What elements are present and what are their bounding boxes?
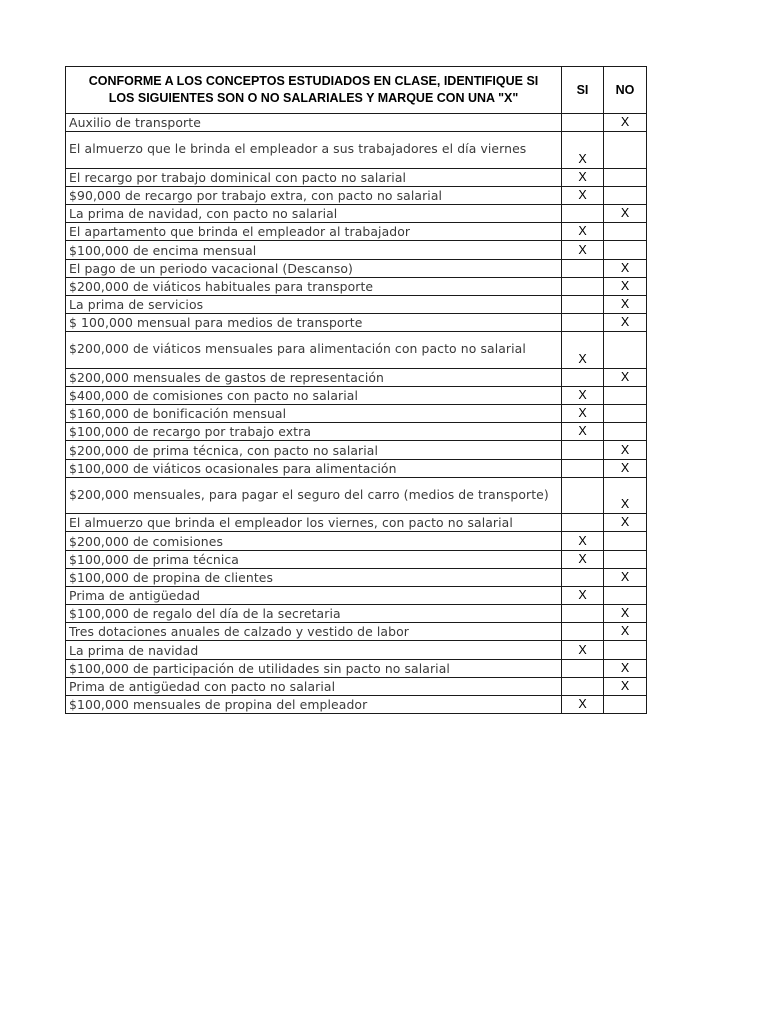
concept-cell: $100,000 de recargo por trabajo extra	[66, 423, 562, 441]
si-mark-cell[interactable]	[562, 659, 604, 677]
no-mark-cell[interactable]	[604, 386, 647, 404]
concept-cell: Prima de antigüedad	[66, 586, 562, 604]
table-row	[66, 641, 647, 659]
table-row	[66, 605, 647, 623]
table-row	[66, 223, 647, 241]
no-mark-cell[interactable]: X	[604, 514, 647, 532]
si-mark-cell[interactable]	[562, 568, 604, 586]
concept-cell: La prima de navidad, con pacto no salarial	[66, 204, 562, 222]
no-mark-cell[interactable]: X	[604, 459, 647, 477]
concept-cell: $100,000 de propina de clientes	[66, 568, 562, 586]
si-mark-cell[interactable]: X	[562, 241, 604, 259]
concept-cell: $200,000 de viáticos mensuales para alimentación con pacto no salarial	[66, 332, 562, 368]
si-mark-cell[interactable]: X	[562, 186, 604, 204]
concept-cell: Auxilio de transporte	[66, 114, 562, 132]
table-row	[66, 186, 647, 204]
table-body	[66, 114, 647, 714]
header-no: NO	[604, 67, 647, 114]
table-row	[66, 659, 647, 677]
header-row	[66, 67, 647, 114]
si-mark-cell[interactable]: X	[562, 586, 604, 604]
no-mark-cell[interactable]	[604, 405, 647, 423]
table-row	[66, 696, 647, 714]
si-mark-cell[interactable]	[562, 623, 604, 641]
no-mark-cell[interactable]	[604, 186, 647, 204]
no-mark-cell[interactable]: X	[604, 114, 647, 132]
si-mark-cell[interactable]	[562, 314, 604, 332]
si-mark-cell[interactable]	[562, 459, 604, 477]
table-row	[66, 477, 647, 513]
no-mark-cell[interactable]	[604, 696, 647, 714]
no-mark-cell[interactable]: X	[604, 605, 647, 623]
table-row	[66, 114, 647, 132]
worksheet	[65, 66, 646, 714]
concept-cell: El pago de un periodo vacacional (Descanso)	[66, 259, 562, 277]
table-row	[66, 586, 647, 604]
table-row	[66, 532, 647, 550]
concept-cell: $100,000 de participación de utilidades sin pacto no salarial	[66, 659, 562, 677]
si-mark-cell[interactable]: X	[562, 168, 604, 186]
si-mark-cell[interactable]: X	[562, 532, 604, 550]
no-mark-cell[interactable]	[604, 550, 647, 568]
table-row	[66, 204, 647, 222]
table-row	[66, 623, 647, 641]
si-mark-cell[interactable]	[562, 114, 604, 132]
si-mark-cell[interactable]	[562, 514, 604, 532]
concept-cell: $100,000 mensuales de propina del empleador	[66, 696, 562, 714]
concept-cell: $400,000 de comisiones con pacto no salarial	[66, 386, 562, 404]
no-mark-cell[interactable]: X	[604, 295, 647, 313]
concept-cell: $200,000 de prima técnica, con pacto no salarial	[66, 441, 562, 459]
no-mark-cell[interactable]	[604, 168, 647, 186]
no-mark-cell[interactable]	[604, 641, 647, 659]
table-row	[66, 405, 647, 423]
concept-cell: $100,000 de prima técnica	[66, 550, 562, 568]
si-mark-cell[interactable]: X	[562, 696, 604, 714]
concept-cell: El almuerzo que brinda el empleador los viernes, con pacto no salarial	[66, 514, 562, 532]
concept-cell: Tres dotaciones anuales de calzado y vestido de labor	[66, 623, 562, 641]
si-mark-cell[interactable]	[562, 441, 604, 459]
no-mark-cell[interactable]: X	[604, 259, 647, 277]
si-mark-cell[interactable]: X	[562, 223, 604, 241]
no-mark-cell[interactable]: X	[604, 659, 647, 677]
table-row	[66, 441, 647, 459]
no-mark-cell[interactable]: X	[604, 677, 647, 695]
concept-cell: $200,000 mensuales de gastos de representación	[66, 368, 562, 386]
no-mark-cell[interactable]	[604, 423, 647, 441]
si-mark-cell[interactable]	[562, 295, 604, 313]
table-row	[66, 423, 647, 441]
table-row	[66, 677, 647, 695]
concept-cell: $200,000 de comisiones	[66, 532, 562, 550]
table-row	[66, 259, 647, 277]
no-mark-cell[interactable]: X	[604, 314, 647, 332]
header-si: SI	[562, 67, 604, 114]
concept-cell: $160,000 de bonificación mensual	[66, 405, 562, 423]
si-mark-cell[interactable]: X	[562, 423, 604, 441]
table-row	[66, 168, 647, 186]
concept-cell: $100,000 de encima mensual	[66, 241, 562, 259]
concept-cell: $100,000 de viáticos ocasionales para alimentación	[66, 459, 562, 477]
si-mark-cell[interactable]	[562, 605, 604, 623]
concept-cell: $90,000 de recargo por trabajo extra, con pacto no salarial	[66, 186, 562, 204]
no-mark-cell[interactable]	[604, 332, 647, 368]
no-mark-cell[interactable]: X	[604, 204, 647, 222]
table-row	[66, 568, 647, 586]
table-row	[66, 550, 647, 568]
no-mark-cell[interactable]: X	[604, 477, 647, 513]
table-row	[66, 132, 647, 168]
table-row	[66, 368, 647, 386]
no-mark-cell[interactable]	[604, 241, 647, 259]
salary-concepts-table	[65, 66, 647, 714]
no-mark-cell[interactable]: X	[604, 623, 647, 641]
table-row	[66, 459, 647, 477]
concept-cell: La prima de servicios	[66, 295, 562, 313]
concept-cell: $100,000 de regalo del día de la secretaria	[66, 605, 562, 623]
no-mark-cell[interactable]: X	[604, 368, 647, 386]
no-mark-cell[interactable]: X	[604, 441, 647, 459]
table-row	[66, 386, 647, 404]
si-mark-cell[interactable]	[562, 204, 604, 222]
concept-cell: $200,000 mensuales, para pagar el seguro del carro (medios de transporte)	[66, 477, 562, 513]
table-row	[66, 295, 647, 313]
si-mark-cell[interactable]	[562, 477, 604, 513]
no-mark-cell[interactable]	[604, 586, 647, 604]
si-mark-cell[interactable]	[562, 677, 604, 695]
no-mark-cell[interactable]	[604, 132, 647, 168]
si-mark-cell[interactable]: X	[562, 332, 604, 368]
table-row	[66, 514, 647, 532]
table-row	[66, 241, 647, 259]
si-mark-cell[interactable]: X	[562, 641, 604, 659]
header-instructions: CONFORME A LOS CONCEPTOS ESTUDIADOS EN CLASE, IDENTIFIQUE SI LOS SIGUIENTES SON O NO SALARIALES Y MARQUE CON UNA "X"	[66, 67, 562, 114]
si-mark-cell[interactable]: X	[562, 405, 604, 423]
si-mark-cell[interactable]: X	[562, 386, 604, 404]
concept-cell: Prima de antigüedad con pacto no salarial	[66, 677, 562, 695]
table-row	[66, 332, 647, 368]
si-mark-cell[interactable]: X	[562, 132, 604, 168]
si-mark-cell[interactable]	[562, 368, 604, 386]
concept-cell: El apartamento que brinda el empleador al trabajador	[66, 223, 562, 241]
table-row	[66, 314, 647, 332]
si-mark-cell[interactable]: X	[562, 550, 604, 568]
concept-cell: $ 100,000 mensual para medios de transporte	[66, 314, 562, 332]
no-mark-cell[interactable]	[604, 223, 647, 241]
si-mark-cell[interactable]	[562, 259, 604, 277]
concept-cell: $200,000 de viáticos habituales para transporte	[66, 277, 562, 295]
concept-cell: El recargo por trabajo dominical con pacto no salarial	[66, 168, 562, 186]
no-mark-cell[interactable]: X	[604, 277, 647, 295]
concept-cell: El almuerzo que le brinda el empleador a sus trabajadores el día viernes	[66, 132, 562, 168]
concept-cell: La prima de navidad	[66, 641, 562, 659]
no-mark-cell[interactable]	[604, 532, 647, 550]
table-row	[66, 277, 647, 295]
si-mark-cell[interactable]	[562, 277, 604, 295]
no-mark-cell[interactable]: X	[604, 568, 647, 586]
